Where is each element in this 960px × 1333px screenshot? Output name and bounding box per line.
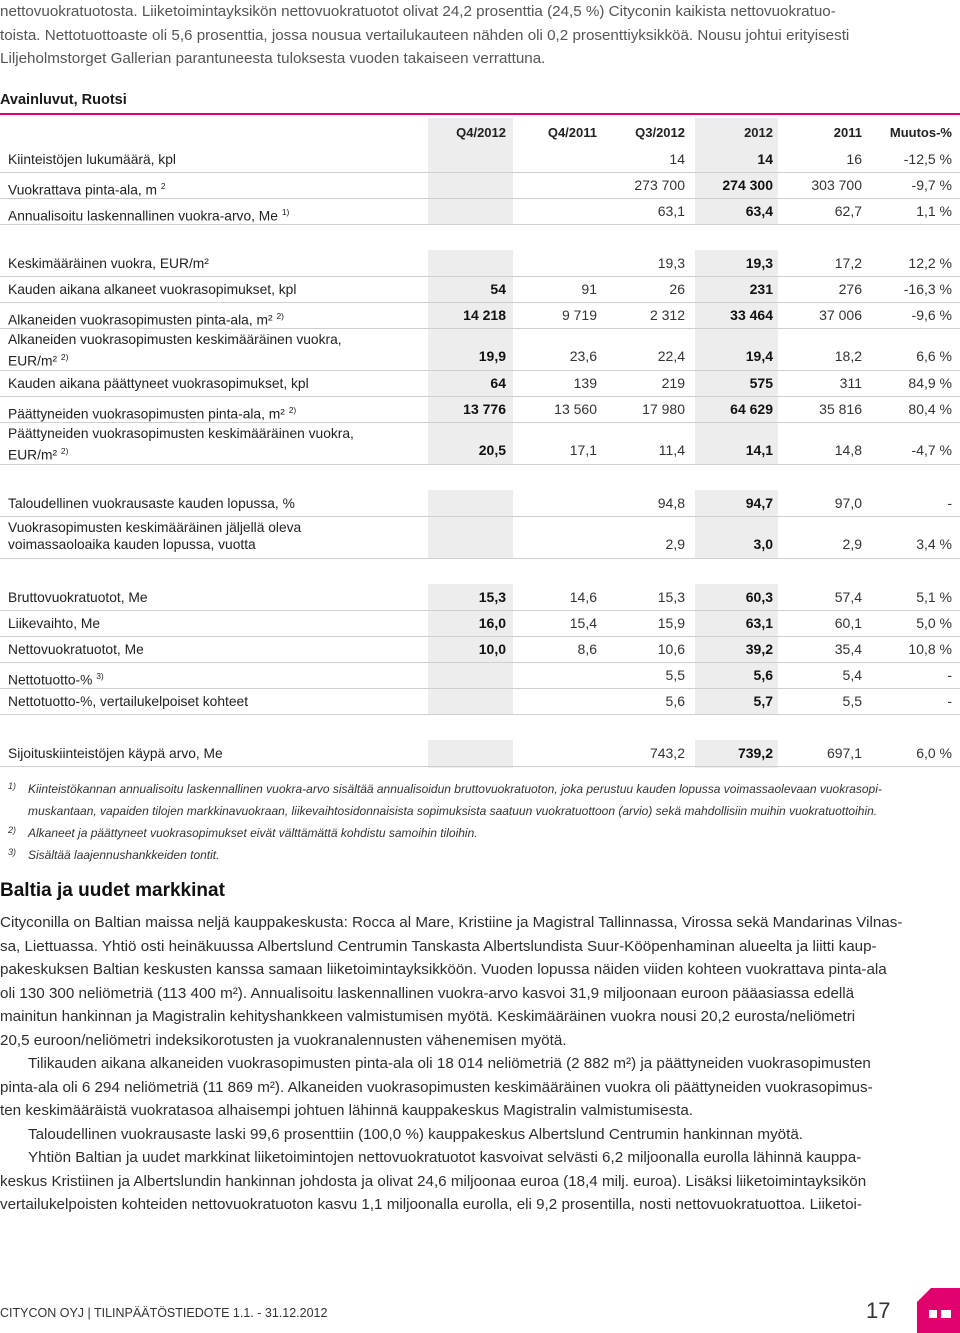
table-cell: 13 560 (554, 401, 597, 417)
table-cell: 311 (839, 375, 862, 391)
table-cell: 5,6 (665, 693, 685, 709)
table-cell: 139 (573, 375, 597, 391)
row-divider (0, 714, 960, 715)
body-line: mainitun hankinnan ja Magistralin kehityshankkeen valmistumisen myötä. Keskimääräinen vuokra nousi 20,2 eurosta/neliömetri (0, 1008, 856, 1025)
table-cell: 84,9 % (908, 375, 952, 391)
body-line: keskus Kristiinen ja Albertslundin hankinnan johdosta ja olivat 24,6 miljoonaa euroa (18,4 milj. euroa). Lisäksi liiketoimintayksikön (0, 1172, 867, 1190)
row-label (8, 376, 309, 393)
table-spacer (0, 714, 960, 740)
row-label (8, 496, 295, 513)
row-label (8, 178, 166, 199)
row-label (8, 152, 176, 169)
table-cell: 63,1 (745, 615, 773, 631)
table-cell: 16 (846, 151, 862, 167)
body-line: 20,5 euroon/neliömetri indeksikorotusten ja vuokranalennusten vähenemisen myötä. (0, 1031, 567, 1049)
table-cell: 17 980 (642, 401, 685, 417)
row-divider (0, 224, 960, 225)
table-cell: 9 719 (561, 307, 597, 323)
table-cell: 19,3 (745, 255, 773, 271)
footnote-line: Alkaneet ja päättyneet vuokrasopimukset eivät välttämättä kohdistu samoihin tiloihin. (28, 826, 478, 840)
table-cell: 303 700 (811, 177, 862, 193)
row-label-text: Päättyneiden vuokrasopimusten pinta-ala, m² (8, 406, 285, 422)
table-cell: 62,7 (834, 203, 862, 219)
table-cell: 10,8 % (908, 641, 952, 657)
table-row (0, 370, 960, 396)
table-row (0, 610, 960, 636)
table-cell: 35,4 (834, 641, 862, 657)
row-label (8, 332, 342, 370)
table-cell: 94,8 (657, 495, 685, 511)
table-cell: 739,2 (737, 745, 773, 761)
row-label-text: Sijoituskiinteistöjen käypä arvo, Me (8, 746, 223, 761)
table-cell: 64 629 (730, 401, 773, 417)
table-row (0, 396, 960, 422)
table-cell: - (947, 667, 952, 683)
table-cell: 94,7 (745, 495, 773, 511)
table-cell: 1,1 % (916, 203, 952, 219)
table-cell: 14,6 (569, 589, 597, 605)
table-cell: - (947, 495, 952, 511)
table-cell: 15,3 (478, 589, 506, 605)
row-label-text: Liikevaihto, Me (8, 616, 101, 631)
row-label-text: Vuokrattava pinta-ala, m (8, 182, 158, 198)
row-label-text: Vuokrasopimusten keskimääräinen jäljellä oleva (8, 520, 302, 535)
table-cell: 22,4 (657, 348, 685, 364)
row-label-text: Bruttovuokratuotot, Me (8, 590, 148, 605)
table-cell: -12,5 % (903, 151, 952, 167)
table-cell: 697,1 (826, 745, 862, 761)
column-header: Q4/2012 (456, 125, 506, 140)
footnote-line: muskantaan, vapaiden tilojen markkinavuokraan, liikevaihtosidonnaisista sopimuksista saatuun vuokratuottoon (arvio) sekä mahdollisiin muihin vuokratuottoihin. (28, 804, 878, 818)
table-cell: 63,4 (745, 203, 773, 219)
column-header: 2011 (833, 125, 862, 140)
body-line: Yhtiön Baltian ja uudet markkinat liiketoimintojen nettovuokratuotot kasvoivat selvästi 6,2 miljoonalla eurolla lähinnä kauppa- (28, 1149, 862, 1166)
table-cell: 11,4 (658, 442, 685, 458)
row-label-text: Kauden aikana alkaneet vuokrasopimukset, kpl (8, 282, 297, 297)
table-spacer (0, 224, 960, 250)
table-title: Avainluvut, Ruotsi (0, 92, 127, 108)
footnote-marker: 3) (96, 671, 104, 681)
row-label-text: EUR/m² (8, 447, 58, 463)
table-cell: 10,0 (478, 641, 506, 657)
footnotes (0, 778, 960, 866)
table-cell: 5,4 (842, 667, 862, 683)
table-cell: -16,3 % (903, 281, 952, 297)
row-label-text: EUR/m² (8, 353, 58, 369)
table-cell: 60,3 (745, 589, 773, 605)
row-label (8, 668, 104, 689)
body-line: oli 130 300 neliömetriä (113 400 m²). Annualisoitu laskennallinen vuokra-arvo kasvoi 31,9 miljoonaan euroon pääasiassa edellä (0, 984, 855, 1002)
table-cell: 14 218 (463, 307, 506, 323)
footnote-number: 3) (8, 847, 17, 857)
table-cell: 26 (669, 281, 685, 297)
row-label-text: voimassaoloaika kauden lopussa, vuotta (8, 536, 256, 552)
table-cell: 5,0 % (916, 615, 952, 631)
row-label-text: Nettotuotto-%, vertailukelpoiset kohteet (8, 694, 249, 709)
title-divider (0, 113, 960, 115)
row-divider (0, 558, 960, 559)
table-cell: 15,3 (657, 589, 685, 605)
table-cell: -9,6 % (911, 307, 952, 323)
table-row (0, 516, 960, 558)
row-label-text: Kauden aikana päättyneet vuokrasopimukset, kpl (8, 376, 309, 391)
row-label (8, 256, 209, 273)
table-cell: 80,4 % (908, 401, 952, 417)
row-label-text: Päättyneiden vuokrasopimusten keskimääräinen vuokra, (8, 426, 354, 441)
column-header: Q4/2011 (547, 125, 597, 140)
row-label (8, 282, 296, 299)
table-cell: 2,9 (665, 536, 685, 552)
table-cell: 14,8 (834, 442, 862, 458)
table-cell: 19,3 (657, 255, 685, 271)
table-cell: - (947, 693, 952, 709)
table-cell: 5,5 (842, 693, 862, 709)
row-label (8, 402, 296, 423)
table-row (0, 198, 960, 224)
table-row (0, 636, 960, 662)
intro-paragraph (0, 0, 960, 71)
row-divider (0, 464, 960, 465)
row-label (8, 746, 223, 763)
row-label-text: Taloudellinen vuokrausaste kauden lopussa, % (8, 496, 295, 511)
footnote-marker: 2) (60, 351, 69, 362)
row-label (8, 590, 148, 607)
row-label (8, 616, 100, 633)
footnote (0, 822, 960, 844)
column-header: Q3/2012 (635, 125, 685, 140)
table-cell: 274 300 (722, 177, 773, 193)
footnote (0, 778, 960, 822)
table-row (0, 328, 960, 370)
table-cell: 54 (490, 281, 506, 297)
table-cell: 63,1 (657, 203, 685, 219)
table-cell: 91 (581, 281, 597, 297)
body-line: pinta-ala oli 6 294 neliömetriä (11 869 m²). Alkaneiden vuokrasopimusten keskimääräinen vuokra oli päättyneiden vuokrasopimus- (0, 1078, 873, 1096)
table-row (0, 250, 960, 276)
table-row (0, 584, 960, 610)
table-row (0, 662, 960, 688)
table-cell: 13 776 (463, 401, 506, 417)
row-divider (0, 766, 960, 767)
table-cell: 20,5 (478, 442, 506, 458)
table-cell: 6,0 % (916, 745, 952, 761)
citycon-logo-icon (917, 1288, 960, 1333)
table-cell: 16,0 (478, 615, 506, 631)
row-label-text: Annualisoitu laskennallinen vuokra-arvo, Me (8, 208, 278, 224)
row-label-text: Keskimääräinen vuokra, EUR/m² (8, 256, 209, 271)
body-line: pakeskuksen Baltian keskusten kanssa samaan liiketoimintayksikköön. Vuoden lopussa näiden viiden kohteen vuokrattava pinta-ala (0, 961, 887, 978)
table-cell: -4,7 % (911, 442, 952, 458)
row-label (8, 642, 144, 659)
table-cell: 3,4 % (916, 536, 952, 552)
body-line: ten keskimääräistä vuokratasoa alhaisempi johtuen lähinnä kauppakeskus Magistralin valmistumisesta. (0, 1102, 694, 1119)
footnote-marker: 2 (160, 181, 166, 191)
table-row (0, 302, 960, 328)
footnote-line: Kiinteistökannan annualisoitu laskennallinen vuokra-arvo sisältää annualisoidun bruttovuokratuoton, joka perustuu kauden lopussa voimassaolevaan vuokrasopi- (28, 782, 882, 796)
table-row (0, 172, 960, 198)
body-line: Tilikauden aikana alkaneiden vuokrasopimusten pinta-ala oli 18 014 neliömetriä (2 882 m²) ja päättyneiden vuokrasopimusten (28, 1055, 871, 1072)
table-cell: 15,9 (657, 615, 685, 631)
row-label (8, 204, 289, 225)
row-label (8, 694, 248, 711)
table-cell: 15,4 (569, 615, 597, 631)
table-cell: 57,4 (834, 589, 862, 605)
footnote-marker: 2) (276, 311, 284, 321)
intro-line: nettovuokratuotosta. Liiketoimintayksikön nettovuokratuotot olivat 24,2 prosenttia (24,5 %) Cityconin kaikista nettovuokratuo- (0, 3, 836, 20)
row-label-text: Alkaneiden vuokrasopimusten pinta-ala, m² (8, 312, 273, 328)
table-cell: 273 700 (634, 177, 685, 193)
table-cell: 8,6 (577, 641, 597, 657)
table-cell: -9,7 % (911, 177, 952, 193)
footnote-marker: 2) (288, 405, 297, 415)
page-number: 17 (866, 1298, 891, 1323)
row-label (8, 426, 354, 464)
table-row (0, 688, 960, 714)
table-cell: 35 816 (819, 401, 862, 417)
table-cell: 743,2 (649, 745, 685, 761)
table-cell: 64 (490, 375, 506, 391)
row-label (8, 520, 301, 553)
table-cell: 39,2 (745, 641, 773, 657)
footer-text: CITYCON OYJ | TILINPÄÄTÖSTIEDOTE 1.1. - 31.12.2012 (0, 1306, 328, 1320)
intro-line: toista. Nettotuottoaste oli 5,6 prosenttia, jossa nousua vertailukauteen nähden oli 0,2 prosenttiyksikköä. Nousu johtui erityisesti (0, 26, 850, 44)
table-cell: 231 (749, 281, 773, 297)
table-row (0, 490, 960, 516)
body-line: vertailukelpoisten kohteiden nettovuokratuoton kasvu 1,1 miljoonalla eurolla, eli 9,2 prosentilla, nosti nettovuokratuottoa. Liiketoi- (0, 1196, 862, 1213)
table-cell: 575 (749, 375, 773, 391)
table-cell: 60,1 (834, 615, 862, 631)
table-cell: 5,7 (753, 693, 773, 709)
table-cell: 14 (669, 151, 685, 167)
table-cell: 219 (661, 375, 685, 391)
table-spacer (0, 464, 960, 490)
table-row (0, 276, 960, 302)
table-cell: 6,6 % (916, 348, 952, 364)
table-cell: 33 464 (730, 307, 773, 323)
table-cell: 2,9 (842, 536, 862, 552)
footnote-number: 1) (8, 781, 17, 791)
table-cell: 14,1 (745, 442, 773, 458)
table-cell: 18,2 (834, 348, 862, 364)
row-label (8, 308, 284, 329)
table-cell: 276 (838, 281, 862, 297)
body-line: Cityconilla on Baltian maissa neljä kauppakeskusta: Rocca al Mare, Kristiine ja Magistral Tallinnassa, Virossa sekä Mandarinas Vilnas- (0, 914, 903, 931)
row-label-text: Alkaneiden vuokrasopimusten keskimääräinen vuokra, (8, 332, 342, 347)
table-row (0, 740, 960, 766)
column-header: 2012 (744, 125, 773, 140)
row-label-text: Nettovuokratuotot, Me (8, 642, 144, 657)
body-line: Taloudellinen vuokrausaste laski 99,6 prosenttiin (100,0 %) kauppakeskus Albertslund Centrumin hankinnan myötä. (28, 1125, 804, 1143)
table-cell: 5,6 (753, 667, 773, 683)
table-cell: 97,0 (834, 495, 862, 511)
row-label-text: Nettotuotto-% (8, 672, 93, 688)
table-spacer (0, 558, 960, 584)
row-label-text: Kiinteistöjen lukumäärä, kpl (8, 152, 176, 167)
table-cell: 17,1 (569, 442, 597, 458)
table-row (0, 422, 960, 464)
table-row (0, 146, 960, 172)
table-cell: 5,5 (665, 667, 685, 683)
table-cell: 3,0 (753, 536, 773, 552)
table-cell: 12,2 % (908, 255, 952, 271)
body-line: sa, Liettuassa. Yhtiö osti heinäkuussa Albertslund Centrumin Tanskasta Albertslundista Suur-Kööpenhaminan alueelta ja liitti kaup- (0, 937, 877, 955)
table-cell: 14 (757, 151, 773, 167)
footnote-number: 2) (8, 825, 17, 835)
table-cell: 37 006 (819, 307, 862, 323)
table-cell: 10,6 (657, 641, 685, 657)
intro-line: Liljeholmstorget Gallerian parantuneesta tuloksesta vuoden takaiseen verrattuna. (0, 50, 546, 67)
footnote-line: Sisältää laajennushankkeiden tontit. (28, 848, 220, 862)
table-cell: 5,1 % (916, 589, 952, 605)
footnote (0, 844, 960, 866)
section-body (0, 911, 960, 1217)
column-header: Muutos-% (889, 125, 952, 140)
table-cell: 19,4 (745, 348, 773, 364)
table-cell: 2 312 (649, 307, 685, 323)
table-cell: 23,6 (569, 348, 597, 364)
table-cell: 17,2 (834, 255, 862, 271)
footnote-marker: 1) (281, 207, 290, 217)
table-cell: 19,9 (478, 348, 506, 364)
section-heading: Baltia ja uudet markkinat (0, 880, 225, 901)
footnote-marker: 2) (60, 445, 69, 456)
